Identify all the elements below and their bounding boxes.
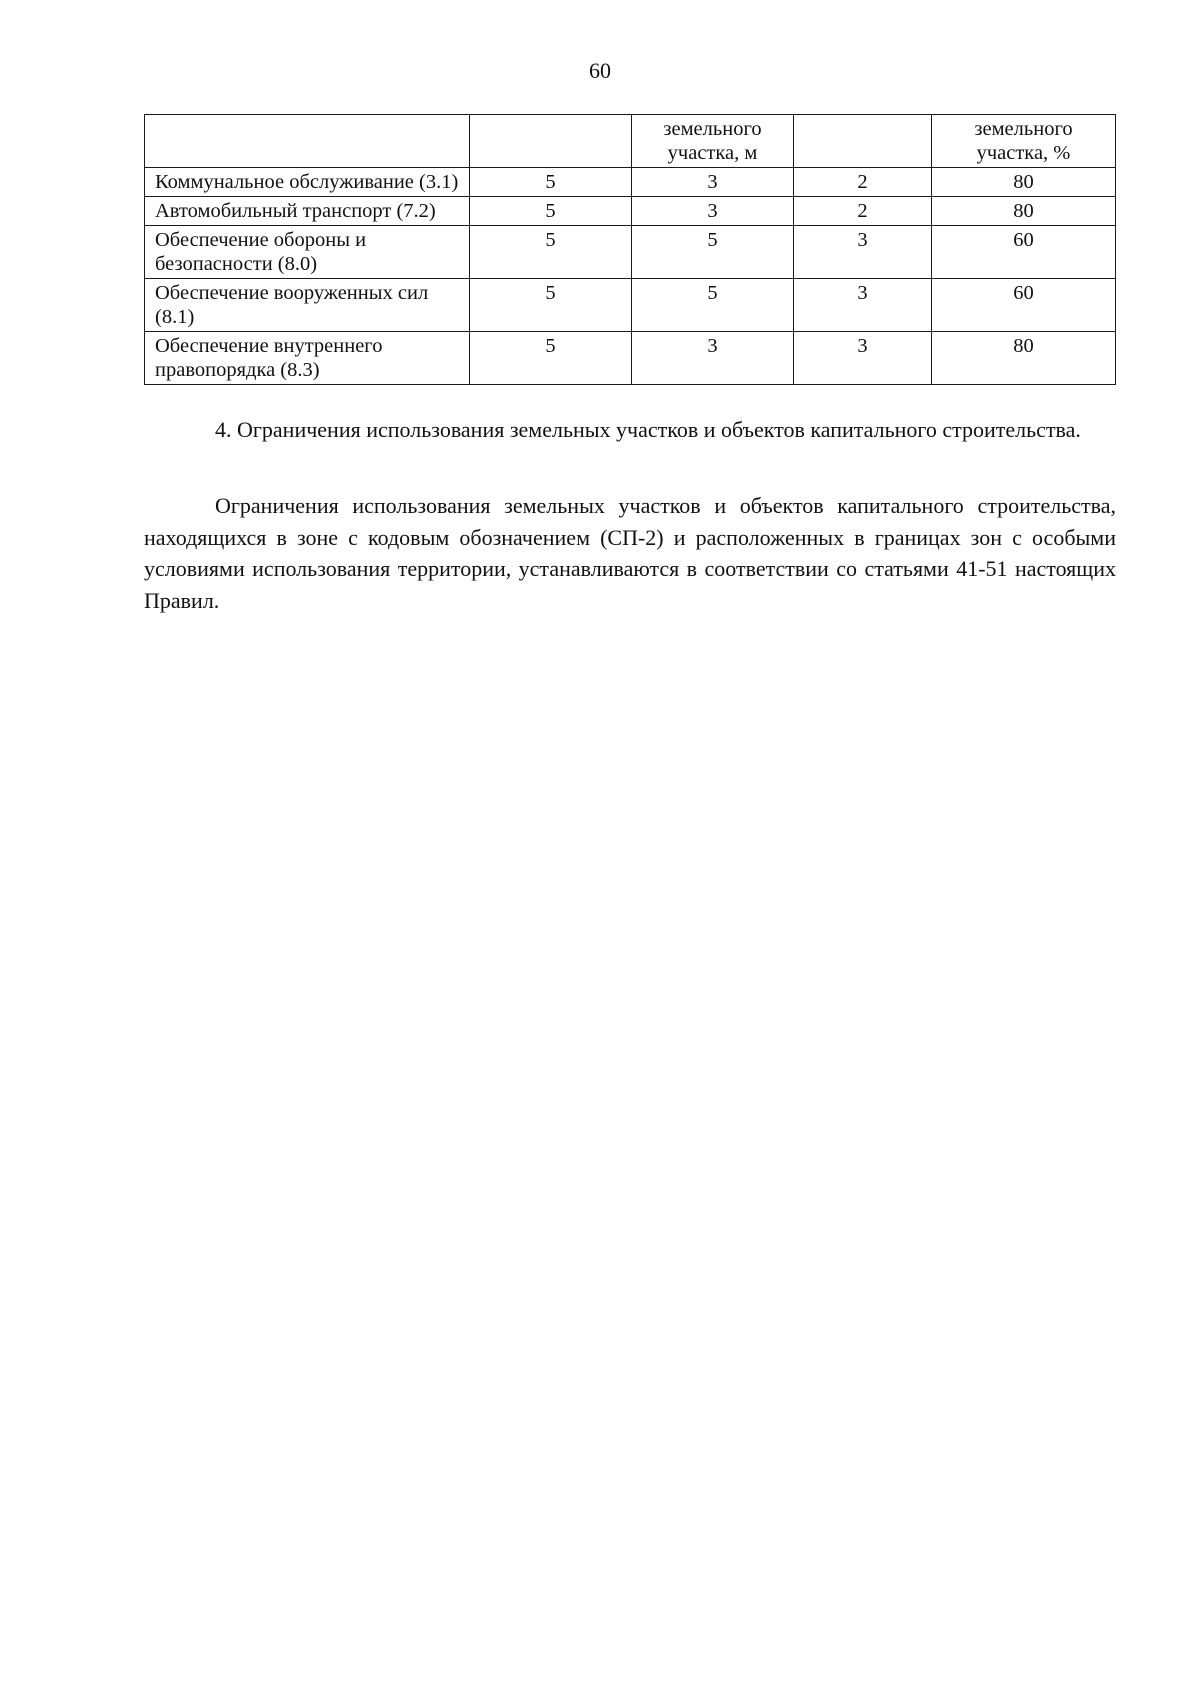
table-cell: 5 [470,279,632,332]
page-number: 60 [589,58,611,83]
table-cell: 60 [932,279,1116,332]
table-cell: 3 [632,197,794,226]
land-use-name: Коммунальное обслуживание (3.1) [145,168,470,197]
table-cell: 3 [794,332,932,385]
table-header-cell [145,115,470,168]
land-use-name: Обеспечение вооруженных сил (8.1) [145,279,470,332]
table-cell: 80 [932,197,1116,226]
body-paragraph: Ограничения использования земельных участков и объектов капитального строительства, находящихся в зоне с кодовым обозначением (СП-2) и расположенных в границах зон с особыми условиями использования территории, устанавливаются в соответствии со статьями 41-51 настоящих Правил. [144,493,1116,613]
table-cell: 3 [632,332,794,385]
table-header-cell [794,115,932,168]
table-header-cell: земельного участка, м [632,115,794,168]
table-row [145,168,1116,197]
land-use-name: Автомобильный транспорт (7.2) [145,197,470,226]
table-row [145,332,1116,385]
table-cell: 80 [932,332,1116,385]
table-row [145,226,1116,279]
section-heading: 4. Ограничения использования земельных участков и объектов капитального строительства. [215,417,1081,442]
land-use-name: Обеспечение обороны и безопасности (8.0) [145,226,470,279]
table-cell: 5 [632,279,794,332]
regulations-table [144,114,1116,385]
table-row [145,279,1116,332]
table-header-row [145,115,1116,168]
table-cell: 5 [470,226,632,279]
land-use-name: Обеспечение внутреннего правопорядка (8.3) [145,332,470,385]
table-cell: 3 [794,279,932,332]
table-cell: 60 [932,226,1116,279]
table-cell: 2 [794,197,932,226]
table-row [145,197,1116,226]
table-cell: 5 [470,197,632,226]
table-header-cell [470,115,632,168]
table-cell: 5 [632,226,794,279]
table-cell: 3 [794,226,932,279]
table-cell: 2 [794,168,932,197]
table-cell: 5 [470,168,632,197]
table-header-cell: земельного участка, % [932,115,1116,168]
table-cell: 3 [632,168,794,197]
table-cell: 5 [470,332,632,385]
table-cell: 80 [932,168,1116,197]
